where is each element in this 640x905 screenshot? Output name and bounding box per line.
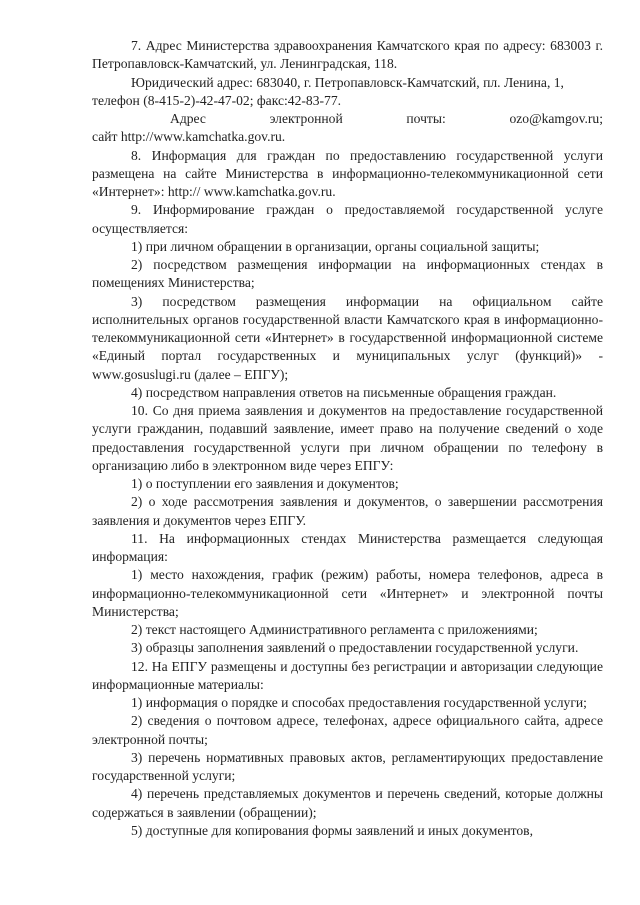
paragraph-p9-3: 3) посредством размещения информации на официальном сайте исполнительных органов государственной власти Камчатского края в информационно-телекоммуникационной сети «Интернет» в государственной информационной системе «Единый портал государственных и муниципальных услуг (функций)» - www.gosuslugi.ru (далее – ЕПГУ); (92, 293, 603, 382)
paragraph-p7-phone: телефон (8-415-2)-42-47-02; факс:42-83-77. (92, 92, 342, 108)
paragraph-p12-5: 5) доступные для копирования формы заявлений и иных документов, (131, 822, 534, 838)
paragraph-p8: 8. Информация для граждан по предоставлению государственной услуги размещена на сайте Министерства в информационно-телекоммуникационной сети «Интернет»: http:// www.kamchatka.gov.ru. (92, 147, 603, 199)
paragraph-p11-1: 1) место нахождения, график (режим) работы, номера телефонов, адреса в информационно-телекоммуникационной сети «Интернет» и электронной почты Министерства; (92, 567, 603, 619)
paragraph-p9-2: 2) посредством размещения информации на информационных стендах в помещениях Министерства; (92, 257, 603, 291)
paragraph-p9-1: 1) при личном обращении в организации, органы социальной защиты; (131, 238, 540, 254)
paragraph-p12-2: 2) сведения о почтовом адресе, телефонах, адресе официального сайта, адресе электронной почты; (92, 713, 603, 747)
paragraph-p10: 10. Со дня приема заявления и документов на предоставление государственной услуги гражданин, подавший заявление, имеет право на получение сведений о ходе предоставления государственной услуги при личном обращении по телефону в организацию либо в электронном виде через ЕПГУ: (92, 403, 603, 473)
paragraph-p7-legal: Юридический адрес: 683040, г. Петропавловск-Камчатский, пл. Ленина, 1, (131, 74, 564, 90)
paragraph-word: Адрес (170, 111, 206, 126)
paragraph-p7-site: сайт http://www.kamchatka.gov.ru. (92, 129, 286, 145)
paragraph-p10-2: 2) о ходе рассмотрения заявления и документов, о завершении рассмотрения заявления и документов через ЕПГУ. (92, 494, 603, 528)
paragraph-p11-3: 3) образцы заполнения заявлений о предоставлении государственной услуги. (131, 640, 579, 656)
paragraph-p11: 11. На информационных стендах Министерства размещается следующая информация: (92, 530, 603, 564)
paragraph-p11-2: 2) текст настоящего Административного регламента с приложениями; (131, 622, 538, 637)
paragraph-p9: 9. Информирование граждан о предоставляемой государственной услуге осуществляется: (92, 202, 603, 236)
paragraph-p12-3: 3) перечень нормативных правовых актов, регламентирующих предоставление государственной услуги; (92, 749, 603, 783)
paragraph-p10-1: 1) о поступлении его заявления и документов; (131, 476, 399, 491)
paragraph-word: ozo@kamgov.ru; (509, 111, 603, 126)
paragraph-word: электронной (269, 111, 343, 126)
paragraph-p7: 7. Адрес Министерства здравоохранения Камчатского края по адресу: 683003 г. Петропавловск-Камчатский, ул. Ленинградская, 118. (92, 38, 603, 72)
paragraph-word: почты: (406, 111, 446, 126)
paragraph-p12-1: 1) информация о порядке и способах предоставления государственной услуги; (131, 695, 587, 710)
paragraph-p12: 12. На ЕПГУ размещены и доступны без регистрации и авторизации следующие информационные материалы: (92, 658, 603, 692)
paragraph-p12-4: 4) перечень представляемых документов и перечень сведений, которые должны содержаться в заявлении (обращении); (92, 786, 603, 820)
paragraph-p7-email (92, 110, 603, 128)
document-page (92, 37, 603, 840)
paragraph-p9-4: 4) посредством направления ответов на письменные обращения граждан. (131, 384, 557, 400)
